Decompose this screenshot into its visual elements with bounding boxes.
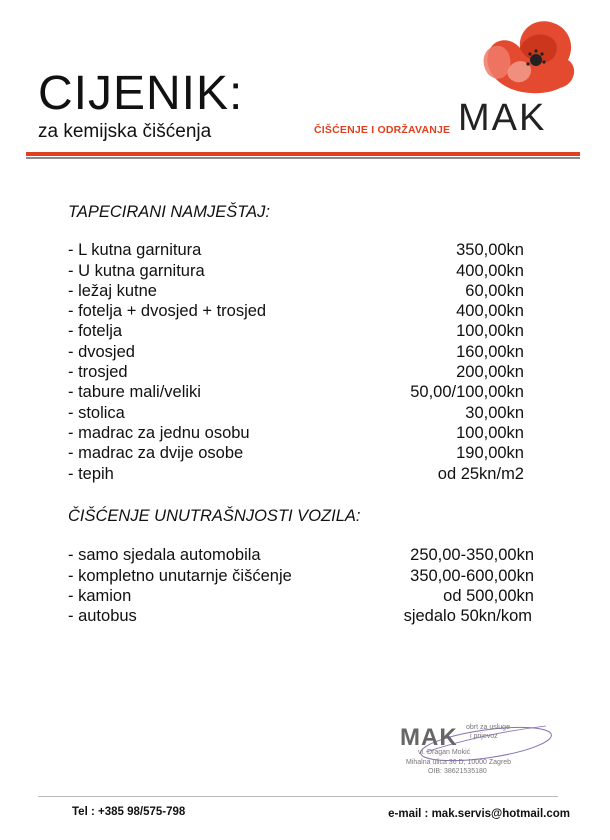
page-subtitle: za kemijska čišćenja [38, 121, 212, 142]
item-label: - samo sjedala automobila [68, 546, 261, 564]
item-price: 160,00kn [456, 343, 524, 361]
item-price: 250,00-350,00kn [410, 546, 534, 564]
section-title-upholstery: TAPECIRANI NAMJEŠTAJ: [68, 203, 270, 221]
stamp-brand: MAK [400, 724, 458, 751]
header-divider-red [26, 152, 580, 156]
list-item [0, 424, 610, 444]
item-price: 400,00kn [456, 302, 524, 320]
list-item [0, 444, 610, 464]
item-label: - dvosjed [68, 343, 135, 361]
list-item [0, 302, 610, 322]
item-price: 60,00kn [465, 282, 524, 300]
footer-phone: Tel : +385 98/575-798 [72, 806, 186, 818]
footer-divider [38, 796, 558, 797]
list-item [0, 607, 610, 627]
brand-logo: MAK [458, 97, 547, 139]
item-price: 350,00-600,00kn [410, 567, 534, 585]
page-title: CIJENIK: [38, 67, 244, 120]
header-divider-gray [26, 157, 580, 159]
list-item [0, 363, 610, 383]
footer-email: e-mail : mak.servis@hotmail.com [388, 808, 570, 820]
item-label: - fotelja + dvosjed + trosjed [68, 302, 267, 320]
list-item [0, 567, 610, 587]
item-label: - madrac za dvije osobe [68, 444, 244, 462]
list-item [0, 282, 610, 302]
item-price: 350,00kn [456, 241, 524, 259]
item-price: 30,00kn [465, 404, 524, 422]
item-label: - stolica [68, 404, 125, 422]
stamp-owner: vl. Dragan Mokić [418, 749, 471, 756]
item-label: - fotelja [68, 322, 123, 340]
stamp-line-2: i prijevoz [470, 733, 498, 740]
list-item [0, 404, 610, 424]
list-item [0, 262, 610, 282]
item-label: - kompletno unutarnje čišćenje [68, 567, 292, 585]
list-item [0, 383, 610, 403]
list-item [0, 546, 610, 566]
stamp-oib: OIB: 38621535180 [428, 768, 487, 775]
list-item [0, 322, 610, 342]
item-price: 100,00kn [456, 322, 524, 340]
item-label: - ležaj kutne [68, 282, 157, 300]
list-item [0, 465, 610, 485]
list-item [0, 587, 610, 607]
item-label: - kamion [68, 587, 132, 605]
item-price: 200,00kn [456, 363, 524, 381]
stamp-line-1: obrt za usluge [466, 724, 510, 731]
item-label: - tabure mali/veliki [68, 383, 201, 401]
item-label: - L kutna garnitura [68, 241, 202, 259]
stamp-address: Mihalna ulica 36 D, 10000 Zagreb [406, 759, 512, 766]
item-price: od 500,00kn [443, 587, 534, 605]
item-label: - trosjed [68, 363, 128, 381]
item-label: - U kutna garnitura [68, 262, 205, 280]
item-label: - madrac za jednu osobu [68, 424, 250, 442]
item-price: sjedalo 50kn/kom [403, 607, 532, 625]
list-item [0, 241, 610, 261]
list-item [0, 343, 610, 363]
item-price: 50,00/100,00kn [410, 383, 524, 401]
company-tagline: ČIŠĆENJE I ODRŽAVANJE [314, 124, 451, 136]
item-price: od 25kn/m2 [437, 465, 524, 483]
item-label: - autobus [68, 607, 137, 625]
item-price: 100,00kn [456, 424, 524, 442]
item-price: 400,00kn [456, 262, 524, 280]
item-price: 190,00kn [456, 444, 524, 462]
item-label: - tepih [68, 465, 114, 483]
section-title-vehicles: ČIŠĆENJE UNUTRAŠNJOSTI VOZILA: [68, 507, 361, 525]
